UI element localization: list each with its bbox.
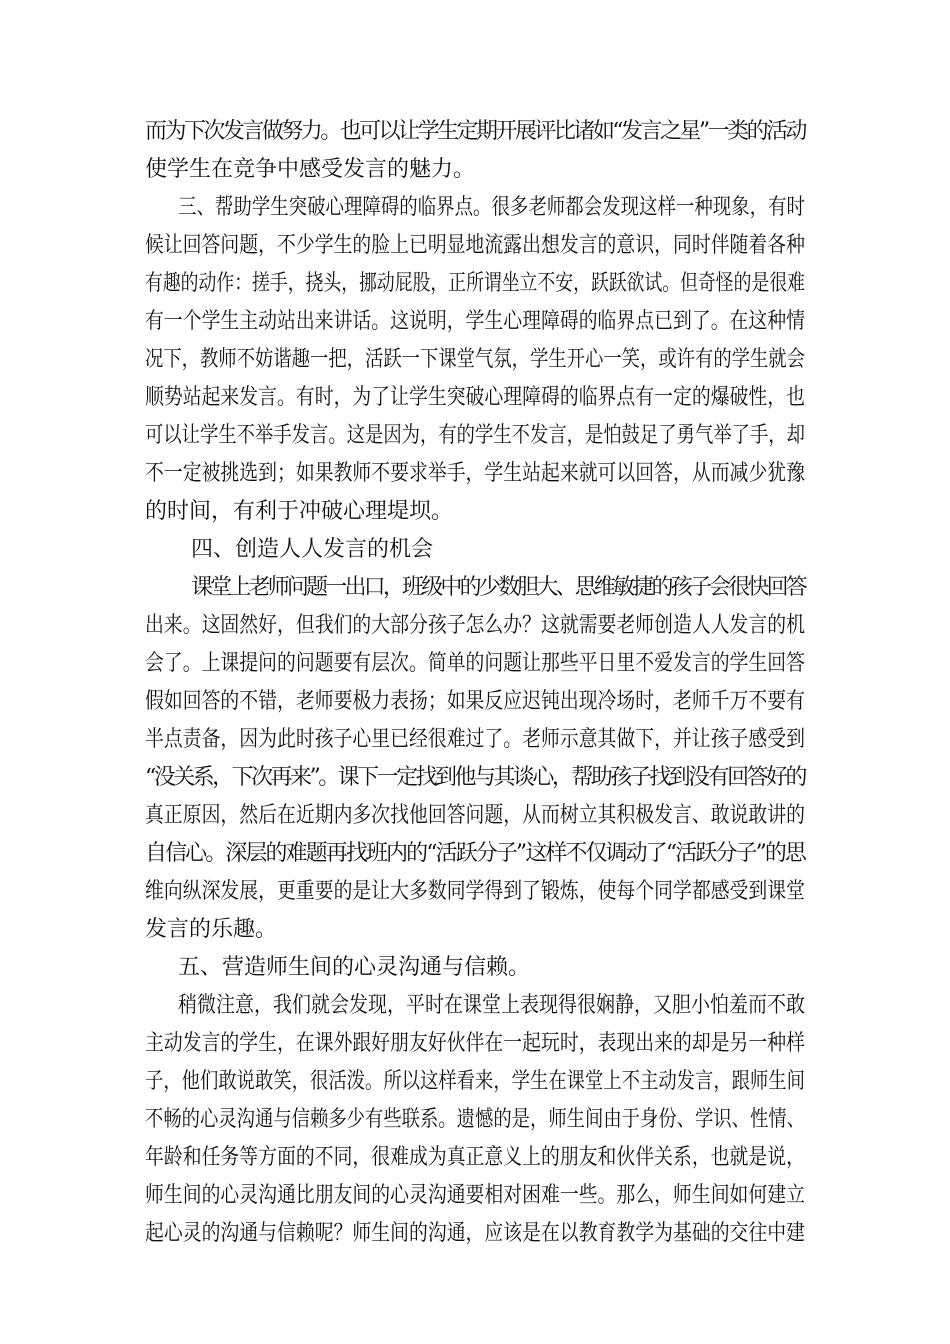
- line-text: 使学生在竞争中感受发言的魅力。: [145, 157, 476, 182]
- text-line: [0, 759, 950, 797]
- text-line: [0, 493, 950, 531]
- text-line: [0, 911, 950, 949]
- line-text: 主动发言的学生，在课外跟好朋友好伙伴在一起玩时，表现出来的却是另一种样: [145, 1031, 805, 1056]
- text-line: [0, 721, 950, 759]
- line-text: 三、帮助学生突破心理障碍的临界点。很多老师都会发现这样一种现象，有时: [178, 195, 805, 220]
- line-text: 维向纵深发展，更重要的是让大多数同学得到了锻炼，使每个同学都感受到课堂: [145, 879, 805, 904]
- text-line: [0, 1101, 950, 1139]
- text-line: [0, 797, 950, 835]
- line-text: 起心灵的沟通与信赖呢？师生间的沟通，应该是在以教育教学为基础的交往中建: [145, 1221, 805, 1246]
- text-line: [0, 607, 950, 645]
- text-line: [0, 1215, 950, 1253]
- line-text: 四、创造人人发言的机会: [191, 537, 434, 562]
- line-text: “没关系，下次再来”。课下一定找到他与其谈心，帮助孩子找到没有回答好的: [145, 765, 805, 790]
- line-text: 假如回答的不错，老师要极力表扬；如果反应迟钝出现冷场时，老师千万不要有: [145, 689, 805, 714]
- text-line: [0, 1025, 950, 1063]
- text-line: [0, 151, 950, 189]
- text-line: [0, 379, 950, 417]
- text-line: [0, 417, 950, 455]
- line-text: 年龄和任务等方面的不同，很难成为真正意义上的朋友和伙伴关系，也就是说，: [145, 1145, 805, 1170]
- line-text: 候让回答问题，不少学生的脸上已明显地流露出想发言的意识，同时伴随着各种: [145, 233, 805, 258]
- text-line: [0, 1177, 950, 1215]
- line-text: 会了。上课提问的问题要有层次。简单的问题让那些平日里不爱发言的学生回答: [145, 651, 805, 676]
- text-line: [0, 265, 950, 303]
- line-text: 真正原因，然后在近期内多次找他回答问题，从而树立其积极发言、敢说敢讲的: [145, 803, 805, 828]
- line-text: 顺势站起来发言。有时，为了让学生突破心理障碍的临界点有一定的爆破性，也: [145, 385, 805, 410]
- text-line: [0, 113, 950, 151]
- text-line: [0, 1063, 950, 1101]
- text-line: [0, 569, 950, 607]
- line-text: 稍微注意，我们就会发现，平时在课堂上表现得很娴静，又胆小怕羞而不敢: [178, 993, 805, 1018]
- text-line: [0, 455, 950, 493]
- text-line: [0, 341, 950, 379]
- line-text: 的时间，有利于冲破心理堤坝。: [145, 499, 454, 524]
- text-line: [0, 1139, 950, 1177]
- line-text: 子，他们敢说敢笑，很活泼。所以这样看来，学生在课堂上不主动发言，跟师生间: [145, 1069, 805, 1094]
- text-line: [0, 645, 950, 683]
- section-heading-5: [0, 949, 950, 987]
- text-line: [0, 227, 950, 265]
- text-line: [0, 987, 950, 1025]
- line-text: 出来。这固然好，但我们的大部分孩子怎么办？这就需要老师创造人人发言的机: [145, 613, 805, 638]
- text-line: [0, 873, 950, 911]
- line-text: 自信心。深层的难题再找班内的“活跃分子”这样不仅调动了“活跃分子”的思: [145, 841, 806, 866]
- section-heading-4: [0, 531, 950, 569]
- line-text: 有趣的动作：搓手，挠头，挪动屁股，正所谓坐立不安，跃跃欲试。但奇怪的是很难: [145, 271, 806, 296]
- text-line: [0, 303, 950, 341]
- line-text: 可以让学生不举手发言。这是因为，有的学生不发言，是怕鼓足了勇气举了手，却: [145, 423, 805, 448]
- line-text: 师生间的心灵沟通比朋友间的心灵沟通要相对困难一些。那么，师生间如何建立: [145, 1183, 805, 1208]
- section-heading-3: [0, 189, 950, 227]
- line-text: 不畅的心灵沟通与信赖多少有些联系。遗憾的是，师生间由于身份、学识、性情、: [145, 1107, 805, 1132]
- line-text: 发言的乐趣。: [145, 917, 278, 942]
- line-text: 而为下次发言做努力。也可以让学生定期开展评比诸如“发言之星”一类的活动: [145, 119, 805, 144]
- text-line: [0, 683, 950, 721]
- line-text: 五、营造师生间的心灵沟通与信赖。: [178, 955, 531, 980]
- line-text: 半点责备，因为此时孩子心里已经很难过了。老师示意其做下，并让孩子感受到: [145, 727, 805, 752]
- line-text: 不一定被挑选到；如果教师不要求举手，学生站起来就可以回答，从而减少犹豫: [145, 461, 805, 486]
- line-text: 课堂上老师问题一出口，班级中的少数胆大、思维敏捷的孩子会很快回答: [191, 575, 805, 600]
- text-line: [0, 835, 950, 873]
- line-text: 况下，教师不妨谐趣一把，活跃一下课堂气氛，学生开心一笑，或许有的学生就会: [145, 347, 805, 372]
- line-text: 有一个学生主动站出来讲话。这说明，学生心理障碍的临界点已到了。在这种情: [145, 309, 805, 334]
